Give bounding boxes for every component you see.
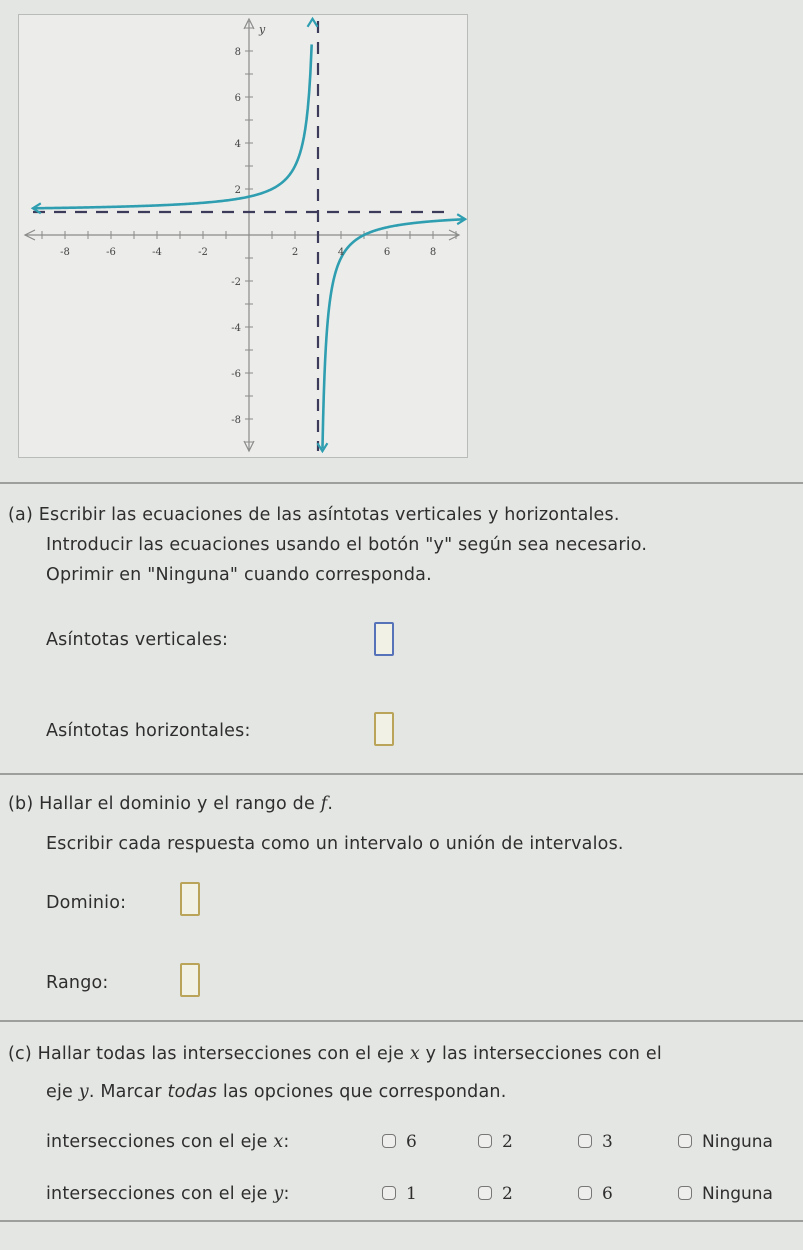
x-option-1-label: 6: [406, 1132, 417, 1152]
y-intercepts-label: [46, 1184, 290, 1204]
part-a-instruction-3: Oprimir en "Ninguna" cuando corresponda.: [46, 565, 432, 585]
checkbox-icon: [382, 1186, 396, 1200]
domain-input[interactable]: [180, 882, 200, 916]
horizontal-asymptotes-label: Asíntotas horizontales:: [46, 721, 251, 741]
x-row-colon: :: [283, 1132, 290, 1152]
todas-emphasis: todas: [167, 1082, 218, 1102]
part-b-instruction-2: Escribir cada respuesta como un intervalo o unión de intervalos.: [46, 834, 624, 854]
part-c-section: [0, 1020, 803, 1222]
part-c-instruction-1: [8, 1044, 662, 1064]
x-row-symbol: x: [273, 1132, 284, 1152]
x-option-3-label: 3: [602, 1132, 613, 1152]
checkbox-icon: [578, 1186, 592, 1200]
x-option-none-label: Ninguna: [702, 1132, 773, 1152]
checkbox-icon: [578, 1134, 592, 1148]
y-option-3[interactable]: [578, 1184, 613, 1204]
x-tick-label: 6: [383, 247, 391, 258]
domain-label: Dominio:: [46, 893, 127, 913]
y-tick-label: 8: [234, 47, 241, 58]
curve-left-branch: [33, 44, 312, 208]
y-option-1[interactable]: [382, 1184, 417, 1204]
x-option-1[interactable]: [382, 1132, 417, 1152]
y-option-2[interactable]: [478, 1184, 513, 1204]
part-a-section: [0, 482, 803, 774]
x-option-none[interactable]: [678, 1132, 773, 1152]
vertical-asymptotes-label: Asíntotas verticales:: [46, 630, 229, 650]
checkbox-icon: [382, 1134, 396, 1148]
part-c-text-4: . Marcar: [88, 1082, 168, 1102]
y-row-symbol: y: [273, 1184, 284, 1204]
curve-arrow-up-icon: [308, 19, 318, 27]
y-tick-label: -2: [231, 277, 241, 288]
part-c-text-2: y las intersecciones con el: [419, 1044, 662, 1064]
checkbox-icon: [678, 1134, 692, 1148]
y-option-3-label: 6: [602, 1184, 613, 1204]
x-option-3[interactable]: [578, 1132, 613, 1152]
function-symbol: f: [320, 794, 328, 814]
x-tick-label: -8: [60, 247, 70, 258]
x-option-2[interactable]: [478, 1132, 513, 1152]
part-b-section: [0, 773, 803, 1021]
vertical-asymptotes-input[interactable]: [374, 622, 394, 656]
y-tick-label: -8: [231, 415, 241, 426]
horizontal-asymptotes-input[interactable]: [374, 712, 394, 746]
x-option-2-label: 2: [502, 1132, 513, 1152]
part-c-instruction-2: [46, 1082, 506, 1102]
y-axis-label: y: [259, 23, 266, 36]
x-tick-label: 4: [337, 247, 345, 258]
y-option-none-label: Ninguna: [702, 1184, 773, 1204]
part-b-period: .: [327, 794, 334, 814]
x-tick-label: 2: [291, 247, 299, 258]
x-intercepts-label: [46, 1132, 290, 1152]
checkbox-icon: [478, 1134, 492, 1148]
checkbox-icon: [478, 1186, 492, 1200]
y-option-1-label: 1: [406, 1184, 417, 1204]
range-input[interactable]: [180, 963, 200, 997]
x-tick-label: -4: [152, 247, 162, 258]
part-c-text-5: las opciones que correspondan.: [217, 1082, 507, 1102]
y-symbol: y: [78, 1082, 89, 1102]
x-row-label-text: intersecciones con el eje: [46, 1132, 274, 1152]
x-tick-label: -6: [106, 247, 116, 258]
y-tick-label: -6: [231, 369, 241, 380]
x-symbol: x: [409, 1044, 420, 1064]
graph-panel: [18, 14, 468, 458]
part-b-instruction-1: [8, 794, 333, 814]
part-c-text-1: (c) Hallar todas las intersecciones con el eje: [8, 1044, 410, 1064]
part-b-text: (b) Hallar el dominio y el rango de: [8, 794, 321, 814]
y-tick-label: -4: [231, 323, 241, 334]
x-tick-label: 8: [429, 247, 437, 258]
y-tick-label: 2: [234, 185, 241, 196]
part-a-instruction-1: (a) Escribir las ecuaciones de las asíntotas verticales y horizontales.: [8, 505, 620, 525]
range-label: Rango:: [46, 973, 109, 993]
y-option-2-label: 2: [502, 1184, 513, 1204]
y-row-colon: :: [283, 1184, 290, 1204]
y-tick-label: 6: [234, 93, 241, 104]
x-tick-label: -2: [198, 247, 208, 258]
y-row-label-text: intersecciones con el eje: [46, 1184, 274, 1204]
y-tick-label: 4: [234, 139, 241, 150]
part-c-text-3: eje: [46, 1082, 79, 1102]
function-graph: [19, 15, 467, 457]
checkbox-icon: [678, 1186, 692, 1200]
part-a-instruction-2: Introducir las ecuaciones usando el botón "y" según sea necesario.: [46, 535, 648, 555]
y-option-none[interactable]: [678, 1184, 773, 1204]
